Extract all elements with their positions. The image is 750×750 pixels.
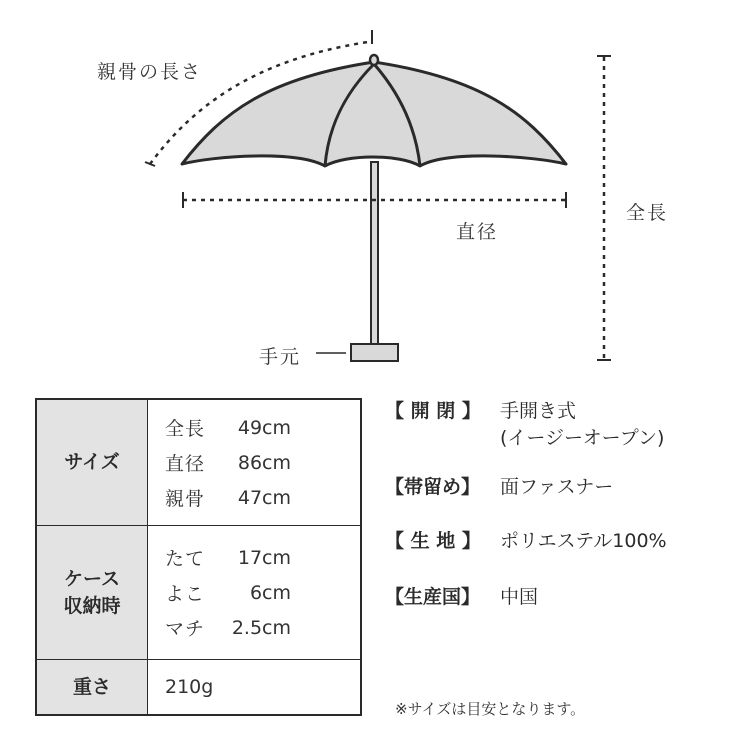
table-row xyxy=(36,526,361,660)
value-line xyxy=(165,480,360,515)
value-label: マチ xyxy=(165,618,206,640)
value-label: たて xyxy=(165,548,206,570)
value-amount: 2.5cm xyxy=(231,616,291,639)
value-amount: 210g xyxy=(165,676,214,698)
row-header-line: 重さ xyxy=(72,675,111,698)
value-label: 全長 xyxy=(165,418,206,440)
rib-length-label: 親骨の長さ xyxy=(97,61,203,83)
value-line xyxy=(165,540,360,575)
info-key: 【生産国】 xyxy=(385,586,481,608)
value-amount: 49cm xyxy=(237,416,291,439)
size-note: ※サイズは目安となります。 xyxy=(395,700,586,718)
value-line xyxy=(165,670,360,705)
row-values xyxy=(148,526,362,660)
info-value: ポリエステル100% xyxy=(500,530,667,552)
umbrella-canopy xyxy=(182,62,566,166)
value-label: よこ xyxy=(165,583,206,605)
info-value: 中国 xyxy=(500,586,539,608)
value-line xyxy=(165,410,360,445)
value-label: 親骨 xyxy=(165,488,206,510)
value-line xyxy=(165,445,360,480)
info-value: (イージーオープン) xyxy=(500,427,665,449)
table-row xyxy=(36,660,361,716)
row-header xyxy=(36,526,148,660)
spec-table xyxy=(35,398,362,716)
row-header-line: ケース xyxy=(63,567,121,590)
info-key: 【 生 地 】 xyxy=(385,530,481,552)
info-key: 【帯留め】 xyxy=(385,476,481,498)
row-header-line: サイズ xyxy=(64,451,120,473)
info-key: 【 開 閉 】 xyxy=(385,400,481,422)
info-origin xyxy=(385,584,538,611)
value-amount: 17cm xyxy=(237,546,291,569)
row-header-line: 収納時 xyxy=(63,594,121,617)
row-header xyxy=(36,660,148,716)
info-value: 手開き式 xyxy=(500,400,577,422)
value-line xyxy=(165,575,360,610)
value-line xyxy=(165,610,360,645)
umbrella-shaft xyxy=(371,162,378,346)
value-amount: 86cm xyxy=(237,451,291,474)
table-row xyxy=(36,399,361,526)
row-values xyxy=(148,660,362,716)
row-values xyxy=(148,399,362,526)
info-opening xyxy=(385,398,664,452)
info-fabric xyxy=(385,528,667,555)
info-strap xyxy=(385,474,613,501)
value-label: 直径 xyxy=(165,453,206,475)
umbrella-handle xyxy=(351,344,398,361)
value-amount: 6cm xyxy=(249,581,291,604)
umbrella-tip xyxy=(370,55,378,65)
value-amount: 47cm xyxy=(237,486,291,509)
total-length-label: 全長 xyxy=(626,202,669,224)
handle-label: 手元 xyxy=(259,346,302,368)
row-header xyxy=(36,399,148,526)
diameter-label: 直径 xyxy=(456,221,499,243)
info-value: 面ファスナー xyxy=(500,476,614,498)
